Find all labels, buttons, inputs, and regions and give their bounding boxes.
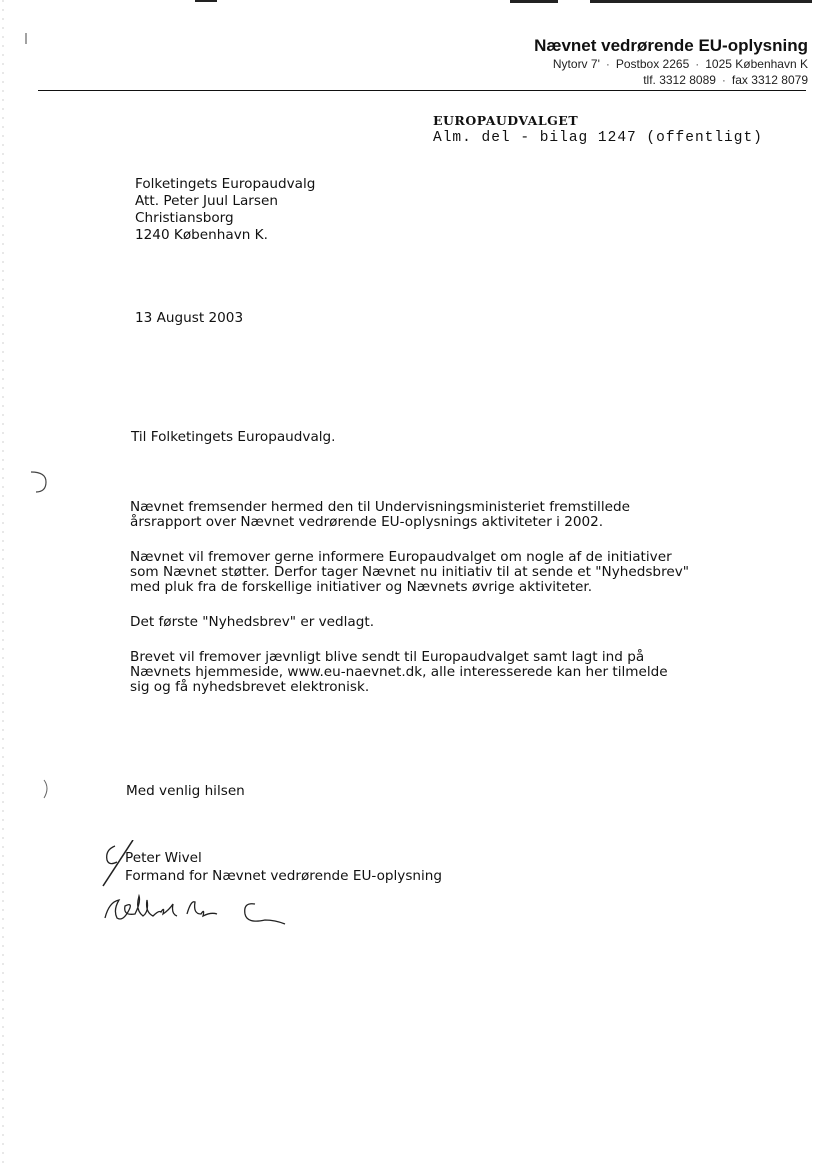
address-line: Folketingets Europaudvalg	[135, 176, 316, 192]
scan-speck	[22, 32, 30, 46]
body-paragraph-2	[130, 549, 689, 594]
separator: ·	[721, 73, 726, 87]
recipient-address	[135, 176, 315, 244]
body-line: Nævnets hjemmeside, www.eu-naevnet.dk, alle interesserede kan her tilmelde	[130, 664, 668, 680]
letterhead-street: Nytorv 7'	[552, 57, 600, 71]
salutation: Til Folketingets Europaudvalg.	[131, 429, 336, 445]
closing-greeting: Med venlig hilsen	[126, 783, 245, 799]
punch-hole-mark	[28, 468, 52, 494]
letterhead-fax: fax 3312 8079	[731, 73, 808, 87]
body-line: sig og få nyhedsbrevet elektronisk.	[130, 679, 370, 695]
scan-top-mark	[510, 0, 558, 3]
punch-hole-mark	[40, 778, 54, 802]
body-paragraph-3	[130, 614, 374, 629]
letterhead-contact	[643, 73, 808, 87]
letterhead-phone: tlf. 3312 8089	[643, 73, 716, 87]
signer-title: Formand for Nævnet vedrørende EU-oplysning	[125, 868, 443, 884]
letter-date: 13 August 2003	[135, 310, 244, 326]
letterhead-organisation: Nævnet vedrørende EU-oplysning	[534, 36, 808, 55]
body-paragraph-4	[130, 649, 668, 694]
scan-top-mark	[195, 0, 217, 2]
body-line: årsrapport over Nævnet vedrørende EU-oplysnings aktiviteter i 2002.	[130, 514, 604, 530]
address-line: Att. Peter Juul Larsen	[135, 193, 278, 209]
stamp-reference: Alm. del - bilag 1247 (offentligt)	[433, 130, 763, 146]
letterhead-divider	[38, 90, 806, 91]
body-line: Nævnet vil fremover gerne informere Europaudvalget om nogle af de initiativer	[130, 549, 672, 565]
address-line: 1240 København K.	[135, 227, 268, 243]
scan-top-mark	[590, 0, 812, 3]
separator: ·	[605, 57, 610, 71]
body-line: Brevet vil fremover jævnligt blive sendt til Europaudvalget samt lagt ind på	[130, 649, 645, 665]
scan-edge-dots	[2, 0, 4, 1163]
letterhead-address	[553, 57, 808, 71]
address-line: Christiansborg	[135, 210, 234, 226]
body-paragraph-1	[130, 499, 630, 529]
separator: ·	[695, 57, 700, 71]
body-line: Det første "Nyhedsbrev" er vedlagt.	[130, 614, 375, 630]
handwritten-signature	[95, 840, 295, 930]
stamp-title: EUROPAUDVALGET	[433, 113, 579, 128]
body-line: som Nævnet støtter. Derfor tager Nævnet nu initiativ til at sende et "Nyhedsbrev"	[130, 564, 690, 580]
body-line: med pluk fra de forskellige initiativer og Nævnets øvrige aktiviteter.	[130, 579, 593, 595]
letterhead-postbox: Postbox 2265	[615, 57, 690, 71]
signer-name: Peter Wivel	[125, 850, 202, 866]
letterhead-city: 1025 København K	[705, 57, 808, 71]
body-line: Nævnet fremsender hermed den til Undervisningsministeriet fremstillede	[130, 499, 630, 515]
